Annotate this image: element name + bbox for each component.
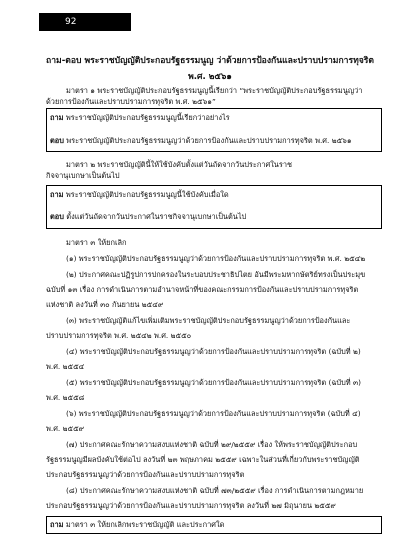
section-1-line-1: มาตรา ๑ พระราชบัญญัติประกอบรัฐธรรมนูญนี้เรียกว่า “พระราชบัญญัติประกอบรัฐธรรมนูญว่า <box>66 86 363 95</box>
qa-2-answer <box>50 212 246 222</box>
section-3-item-7-line-2: รัฐธรรมนูญมีผลบังคับใช้ต่อไป ลงวันที่ ๒๓ พฤษภาคม ๒๕๕๙ เฉพาะในส่วนที่เกี่ยวกับพระราชบัญญัติ <box>46 455 360 464</box>
qa-2-answer-text: ตั้งแต่วันถัดจากวันประกาศในราชกิจจานุเบกษาเป็นต้นไป <box>66 212 247 221</box>
document-year: พ.ศ. ๒๕๖๑ <box>188 72 232 82</box>
section-3-item-1: (๑) พระราชบัญญัติประกอบรัฐธรรมนูญว่าด้วยการป้องกันและปราบปรามการทุจริต พ.ศ. ๒๕๔๒ <box>66 254 366 263</box>
section-3-item-4-line-2: พ.ศ. ๒๕๕๔ <box>46 362 85 371</box>
section-3-item-5-line-1: (๕) พระราชบัญญัติประกอบรัฐธรรมนูญว่าด้วยการป้องกันและปราบปรามการทุจริต (ฉบับที่ ๓) <box>66 378 361 387</box>
section-3-item-7-line-1: (๗) ประกาศคณะรักษาความสงบแห่งชาติ ฉบับที่ ๒๙/๒๕๕๙ เรื่อง ให้พระราชบัญญัติประกอบ <box>66 440 358 449</box>
document-title: ถาม-ตอบ พระราชบัญญัติประกอบรัฐธรรมนูญ ว่าด้วยการป้องกันและปราบปรามการทุจริต <box>46 56 374 66</box>
section-3-item-7-line-3: ประกอบรัฐธรรมนูญว่าด้วยการป้องกันและปราบปรามการทุจริต <box>46 470 245 479</box>
qa-3-question-label: ถาม <box>50 520 64 529</box>
qa-2-answer-label: ตอบ <box>50 212 64 221</box>
qa-1-answer <box>50 136 352 146</box>
section-3-item-4-line-1: (๔) พระราชบัญญัติประกอบรัฐธรรมนูญว่าด้วยการป้องกันและปราบปรามการทุจริต (ฉบับที่ ๒) <box>66 347 361 356</box>
page-number-badge <box>39 13 131 31</box>
section-3-item-2-line-1: (๒) ประกาศคณะปฏิรูปการปกครองในระบอบประชาธิปไตย อันมีพระมหากษัตริย์ทรงเป็นประมุข <box>66 270 366 279</box>
qa-1-question-text: พระราชบัญญัติประกอบรัฐธรรมนูญนี้เรียกว่าอย่างไร <box>65 113 230 122</box>
page-number: 92 <box>65 17 77 27</box>
qa-3-question-text: มาตรา ๓ ให้ยกเลิกพระราชบัญญัติ และประกาศใด <box>65 520 225 529</box>
qa-2-question <box>50 190 229 200</box>
section-3-item-5-line-2: พ.ศ. ๒๕๕๘ <box>46 393 85 402</box>
section-3-item-2-line-2: ฉบับที่ ๑๓ เรื่อง การดำเนินการตามอำนาจหน้าที่ของคณะกรรมการป้องกันและปราบปรามการทุจริต <box>46 285 359 294</box>
section-3-item-8-line-2: ประกอบรัฐธรรมนูญว่าด้วยการป้องกันและปราบปรามการทุจริต ลงวันที่ ๒๗ มิถุนายน ๒๕๕๙ <box>46 501 336 510</box>
section-3-intro: มาตรา ๓ ให้ยกเลิก <box>66 238 127 247</box>
qa-1-answer-text: พระราชบัญญัติประกอบรัฐธรรมนูญว่าด้วยการป้องกันและปราบปรามการทุจริต พ.ศ. ๒๕๖๑ <box>66 136 352 145</box>
qa-3-question <box>50 520 224 530</box>
qa-1-answer-label: ตอบ <box>50 136 64 145</box>
section-3-item-3-line-2: ปราบปรามการทุจริต พ.ศ. ๒๕๔๒ พ.ศ. ๒๕๕๐ <box>46 331 192 340</box>
qa-1-question <box>50 113 230 123</box>
section-2-line-1: มาตรา ๒ พระราชบัญญัตินี้ให้ใช้บังคับตั้งแต่วันถัดจากวันประกาศในราช <box>66 160 292 169</box>
section-3-item-6-line-1: (๖) พระราชบัญญัติประกอบรัฐธรรมนูญว่าด้วยการป้องกันและปราบปรามการทุจริต (ฉบับที่ ๔) <box>66 409 361 418</box>
section-3-item-2-line-3: แห่งชาติ ลงวันที่ ๓๐ กันยายน ๒๕๔๙ <box>46 300 164 309</box>
section-3-item-8-line-1: (๘) ประกาศคณะรักษาความสงบแห่งชาติ ฉบับที่ ๗๓/๒๕๕๙ เรื่อง การดำเนินการตามกฎหมาย <box>66 486 364 495</box>
qa-1-question-label: ถาม <box>50 113 64 122</box>
section-3-item-3-line-1: (๓) พระราชบัญญัติแก้ไขเพิ่มเติมพระราชบัญญัติประกอบรัฐธรรมนูญว่าด้วยการป้องกันและ <box>66 316 351 325</box>
section-2-line-2: กิจจานุเบกษาเป็นต้นไป <box>46 171 120 180</box>
section-3-item-6-line-2: พ.ศ. ๒๕๕๙ <box>46 424 85 433</box>
qa-2-question-text: พระราชบัญญัติประกอบรัฐธรรมนูญนี้ใช้บังคับเมื่อใด <box>65 190 229 199</box>
qa-2-question-label: ถาม <box>50 190 64 199</box>
section-1-line-2: ด้วยการป้องกันและปราบปรามการทุจริต พ.ศ. ๒๕๖๑” <box>46 97 216 106</box>
